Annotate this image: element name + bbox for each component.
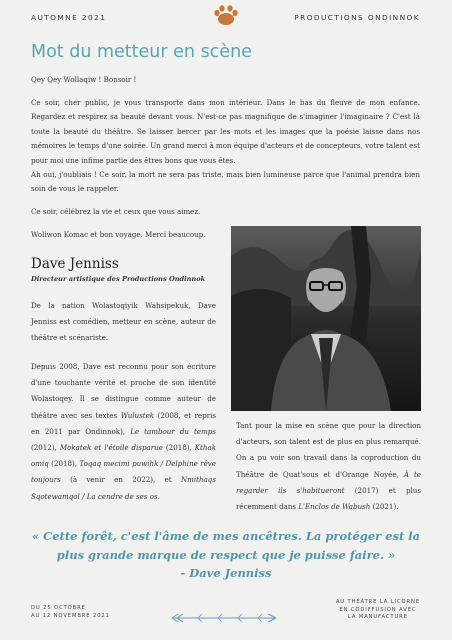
work-title: Kthak omiq bbox=[31, 443, 216, 469]
pull-quote: « Cette forêt, c'est l'âme de mes ancêtres. La protéger est la plus grande marque de respect que je puisse faire. » bbox=[31, 529, 421, 562]
bio-paragraph-2: Depuis 2008, Dave est reconnu pour son écriture d'une touchante vérité et proche de son identité Wolastoqey. Il se distingue comme auteur de théâtre avec ses textes Wulustek (2008, et repris en 2011 par Ondinnok), Le tambour du temps (2012), Mokatek et l'étoile disparue (2018), Kthak omiq (2018), Toqaq mecimi puwihk / Delphine rêve toujours (à venir en 2022), et Nmithaqs Sqotewamqol / La cendre de ses os. bbox=[31, 362, 216, 501]
intro-paragraph-2: Ah oui, j'oubliais ! Ce soir, la mort ne sera pas triste, mais bien lumineuse parce que l'animal prendra bien soin de vous le rappeler. bbox=[31, 170, 420, 194]
work-title: Wulustek bbox=[120, 410, 155, 420]
footer-dates bbox=[31, 605, 110, 620]
bio-paragraph-3: Tant pour la mise en scène que pour la direction d'acteurs, son talent est de plus en plus remarqué. On a pu voir son travail dans la coproduction du Théâtre de Quat'sous et d'Orange Noyée, À te regarder ils s'habitueront (2017) et plus récemment dans L'Enclos de Wabush (2021). bbox=[236, 421, 422, 512]
arrow-ornament-icon bbox=[168, 611, 284, 625]
date-start: DU 25 OCTOBRE bbox=[31, 605, 86, 611]
venue-line: LA MANUFACTURE bbox=[347, 614, 408, 621]
intro-paragraph-1: Ce soir, cher public, je vous transporte dans mon intérieur. Dans le bas du fleuve de mon enfance. Regardez et respirez sa beauté devant vous. N'est-ce pas magnifique de s'imaginer l'imaginaire ? C'est là toute la beauté du théâtre. Se laisser bercer par les mots et les images que la poésie laisse dans nos mémoires le temps d'une soirée. Un grand merci à mon équipe d'acteurs et de concepteurs, votre talent est pour moi une infime partie des êtres bons que vous êtes. bbox=[31, 98, 420, 165]
date-end: AU 12 NOVEMBRE 2021 bbox=[31, 612, 110, 619]
bio-name: Dave Jenniss bbox=[31, 256, 119, 272]
work-title: L'Enclos de Wabush bbox=[298, 502, 371, 512]
quote-author: - Dave Jenniss bbox=[180, 566, 272, 580]
work-title: Nmithaqs Sqotewamqol / La cendre de ses os. bbox=[31, 475, 216, 501]
header-season: AUTOMNE 2021 bbox=[31, 13, 107, 22]
footer-venue bbox=[336, 599, 420, 622]
intro-paragraph-4: Woliwon Komac et bon voyage. Merci beaucoup. bbox=[31, 230, 206, 239]
work-title: Mokatek et l'étoile disparue bbox=[59, 443, 163, 453]
intro-paragraph-3: Ce soir, célébrez la vie et ceux que vous aimez. bbox=[31, 207, 201, 216]
work-title: Toqaq mecimi puwihk / Delphine rêve toujours bbox=[31, 459, 216, 485]
greeting: Qey Qey Wollaqiw ! Bonsoir ! bbox=[31, 75, 137, 84]
paw-icon bbox=[211, 4, 241, 26]
bio-paragraph-1: De la nation Wolastoqiyik Wahsipekuk, Dave Jenniss est comédien, metteur en scène, auteur de théâtre et scénariste. bbox=[31, 301, 216, 343]
work-title: À te regarder ils s'habitueront bbox=[236, 469, 421, 495]
venue-line: AU THÉÂTRE LA LICORNE bbox=[335, 599, 420, 605]
bio-role: Directeur artistique des Productions Ondinnok bbox=[31, 275, 206, 283]
page-title: Mot du metteur en scène bbox=[31, 42, 252, 62]
portrait-photo bbox=[231, 226, 421, 411]
venue-line: EN CODIFFUSION AVEC bbox=[339, 606, 417, 613]
header-company: PRODUCTIONS ONDINNOK bbox=[294, 13, 420, 22]
work-title: Le tambour du temps bbox=[130, 426, 216, 436]
